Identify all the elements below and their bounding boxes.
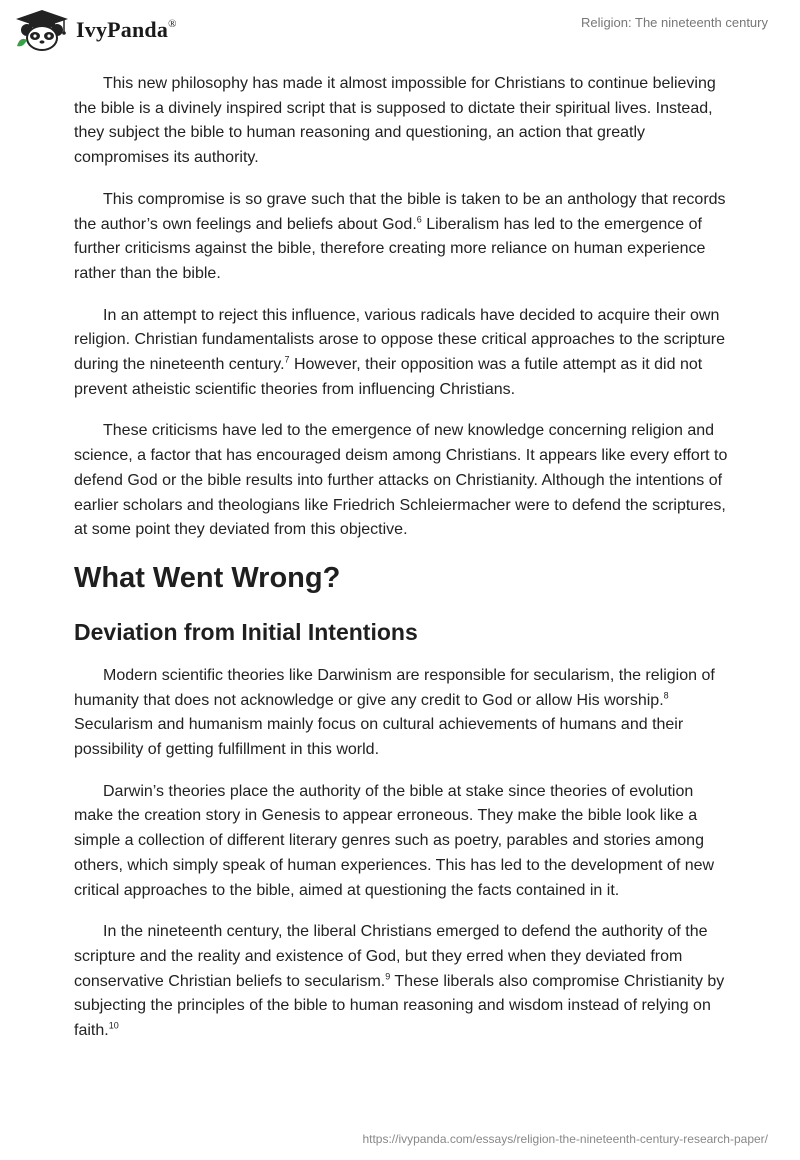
ivypanda-logo[interactable] bbox=[14, 8, 177, 52]
paragraph: Darwin’s theories place the authority of the bible at stake since theories of evolution make the creation story in Genesis to appear erroneous. They make the bible look like a simple a collection of different literary genres such as poetry, parables and stories among others, which simply speak of human experiences. This has led to the development of new critical approaches to the bible, aimed at questioning the facts contained in it. bbox=[74, 782, 715, 899]
source-url[interactable]: https://ivypanda.com/essays/religion-the-nineteenth-century-research-paper/ bbox=[362, 1132, 768, 1146]
registered-mark: ® bbox=[168, 17, 177, 30]
footnote-ref[interactable]: 9 bbox=[385, 971, 391, 982]
paragraph: These criticisms have led to the emergence of new knowledge concerning religion and science, a factor that has encouraged deism among Christians. It appears like every effort to defend God or the bible results into further attacks on Christianity. Although the intentions of earlier scholars and theologians like Friedrich Schleiermacher were to defend the scriptures, at some point they deviated from this objective. bbox=[74, 422, 728, 539]
paragraph: This compromise is so grave such that the bible is taken to be an anthology that records the author’s own feelings and beliefs about God.$^6$ Liberalism has led to the emergence of further criticisms against the bible, therefore creating more reliance on human experience rather than the bible. bbox=[74, 190, 726, 282]
footnote-ref[interactable]: 6 bbox=[416, 214, 422, 225]
paragraph: In the nineteenth century, the liberal Christians emerged to defend the authority of the scripture and the reality and existence of God, but they erred when they deviated from conservative Christian beliefs to secularism.$^9$ These liberals also compromise Christianity by subjecting the principles of the bible to human reasoning and wisdom instead of relying on faith.$^{10}$ bbox=[74, 923, 725, 1040]
panda-graduate-icon bbox=[14, 8, 70, 52]
subsection-heading: Deviation from Initial Intentions bbox=[74, 618, 418, 645]
footnote-ref[interactable]: 8 bbox=[663, 690, 669, 701]
paragraph: In an attempt to reject this influence, various radicals have decided to acquire their own religion. Christian fundamentalists arose to oppose these critical approaches to the scripture during the nineteenth century.$^7$ However, their opposition was a futile attempt as it did not prevent atheistic scientific theories from influencing Christians. bbox=[74, 306, 726, 398]
footnote-ref[interactable]: 10 bbox=[108, 1020, 119, 1031]
paragraph: Modern scientific theories like Darwinism are responsible for secularism, the religion of humanity that does not acknowledge or give any credit to God or allow His worship.$^8$ Secularism and humanism mainly focus on cultural achievements of humans and their possibility of getting fulfillment in this world. bbox=[74, 666, 715, 759]
article-body bbox=[74, 72, 734, 1061]
brand-name: IvyPanda bbox=[76, 17, 169, 42]
paragraph: This new philosophy has made it almost impossible for Christians to continue believing the bible is a divinely inspired script that is supposed to dictate their spiritual lives. Instead, they subject the bible to human reasoning and questioning, an action that greatly compromises its authority. bbox=[74, 75, 716, 167]
section-heading: What Went Wrong? bbox=[74, 561, 341, 594]
page-header bbox=[0, 0, 800, 70]
footnote-ref[interactable]: 7 bbox=[284, 354, 290, 365]
running-title: Religion: The nineteenth century bbox=[581, 15, 768, 30]
